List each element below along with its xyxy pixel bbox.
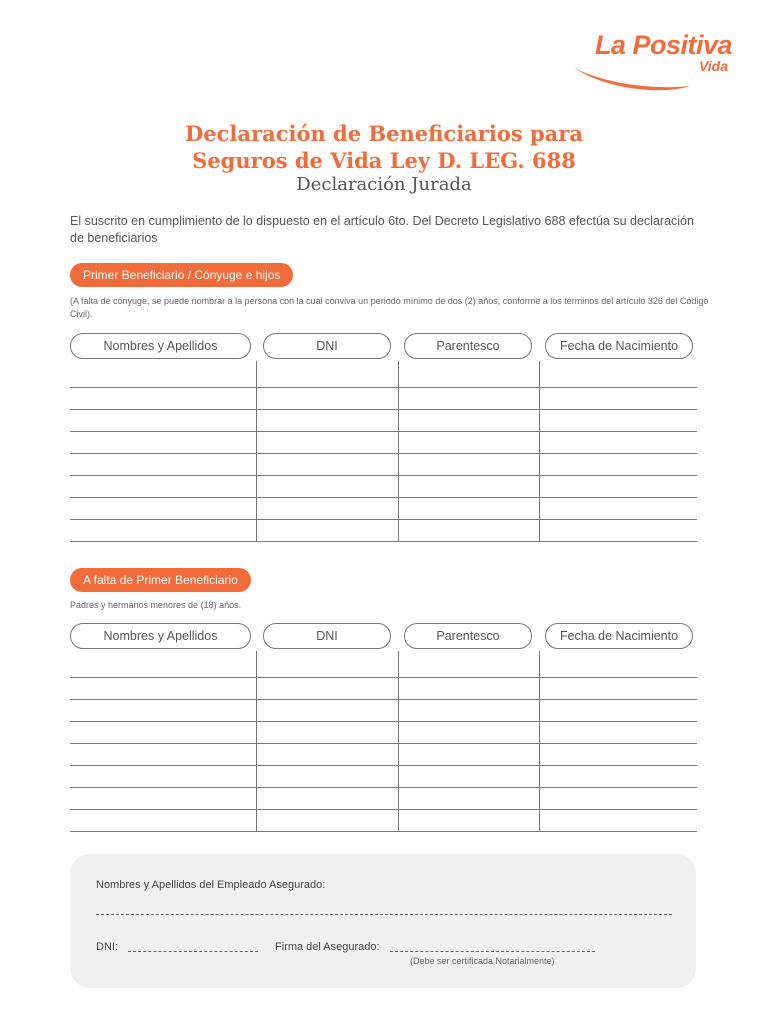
row-line [70, 699, 697, 700]
row-line [70, 519, 697, 520]
column-divider [256, 651, 257, 832]
column-divider [256, 361, 257, 542]
document-subtitle: Declaración Jurada [296, 174, 472, 195]
header-dni: DNI [263, 333, 391, 359]
row-line [70, 831, 697, 832]
table-header-row [70, 333, 697, 359]
row-line [70, 431, 697, 432]
signature-label: Firma del Asegurado: [275, 941, 380, 953]
header-relationship: Parentesco [404, 333, 532, 359]
header-relationship: Parentesco [404, 623, 532, 649]
section-2-label: A falta de Primer Beneficiario [70, 568, 251, 592]
employee-name-label: Nombres y Apellidos del Empleado Asegurado: [96, 879, 326, 891]
signature-panel [70, 854, 696, 988]
section-1-note: (A falta de cónyuge, se puede nombrar a la persona con la cual conviva un periodo mínimo de dos (2) años, conforme a los términos del artículo 326 del Código Civil). [70, 296, 709, 319]
column-divider [398, 361, 399, 542]
row-line [70, 677, 697, 678]
header-birth-date: Fecha de Nacimiento [545, 333, 693, 359]
column-divider [539, 361, 540, 542]
signature-note: (Debe ser certificada Notarialmente) [410, 956, 555, 966]
intro-paragraph: El suscrito en cumplimiento de lo dispuesto en el artículo 6to. Del Decreto Legislativo 688 efectúa su declaración de beneficiarios [70, 214, 694, 245]
row-line [70, 541, 697, 542]
brand-logo [572, 30, 732, 90]
document-title [0, 120, 768, 174]
title-line-1: Declaración de Beneficiarios para [185, 121, 583, 146]
row-line [70, 453, 697, 454]
beneficiary-table-2 [70, 623, 697, 833]
employee-name-line[interactable] [96, 914, 672, 915]
title-line-2: Seguros de Vida Ley D. LEG. 688 [192, 148, 576, 173]
row-line [70, 765, 697, 766]
table-header-row [70, 623, 697, 649]
row-line [70, 475, 697, 476]
row-line [70, 809, 697, 810]
table-body[interactable] [70, 651, 697, 832]
header-names: Nombres y Apellidos [70, 333, 251, 359]
row-line [70, 409, 697, 410]
section-1-label: Primer Beneficiario / Cónyuge e hijos [70, 263, 293, 287]
logo-brand-text: La Positiva [594, 30, 732, 60]
logo-sub-text: Vida [698, 58, 728, 74]
row-line [70, 743, 697, 744]
signature-line[interactable] [390, 951, 595, 952]
column-divider [539, 651, 540, 832]
header-birth-date: Fecha de Nacimiento [545, 623, 693, 649]
beneficiary-table-1 [70, 333, 697, 543]
dni-line[interactable] [128, 951, 258, 952]
header-names: Nombres y Apellidos [70, 623, 251, 649]
row-line [70, 787, 697, 788]
column-divider [398, 651, 399, 832]
dni-label: DNI: [96, 941, 118, 953]
row-line [70, 387, 697, 388]
row-line [70, 497, 697, 498]
section-2-note: Padres y hermanos menores de (18) años. [70, 600, 242, 610]
header-dni: DNI [263, 623, 391, 649]
logo-swoosh-icon [572, 64, 722, 94]
table-body[interactable] [70, 361, 697, 542]
row-line [70, 721, 697, 722]
